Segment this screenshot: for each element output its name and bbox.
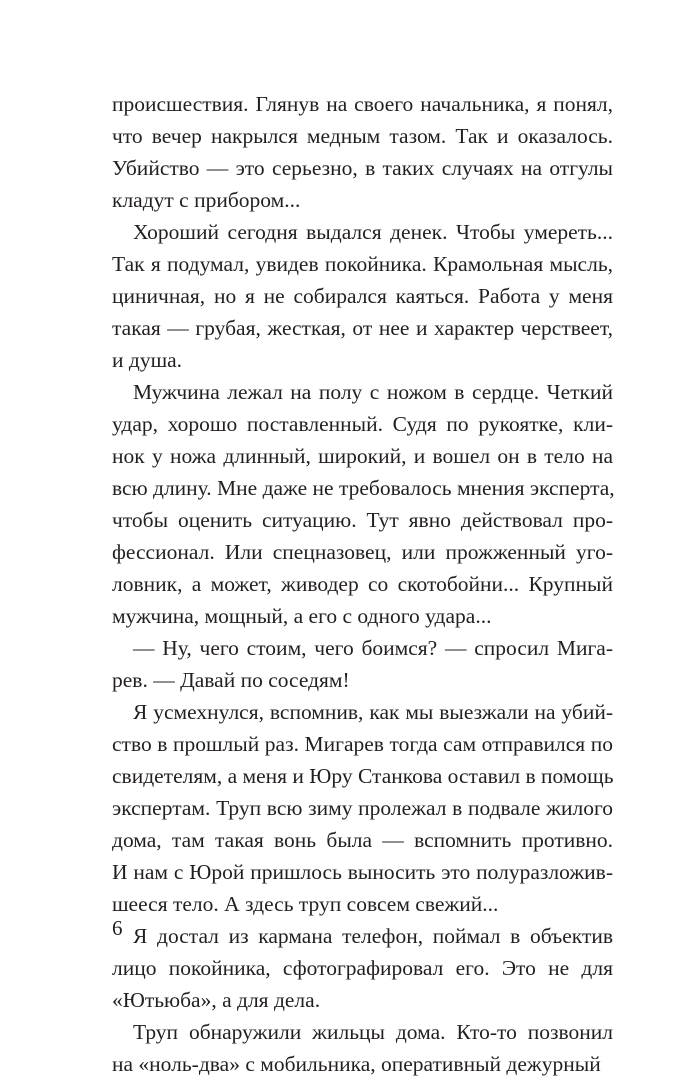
text-line: и душа. [112,348,183,372]
text-line: чтобы оценить ситуацию. Тут явно действовал про- [112,508,613,532]
text-line: происшествия. Глянув на своего начальника, я понял, [112,92,613,116]
text-line: Я достал из кармана телефон, поймал в объектив [133,924,613,948]
text-line: свидетелям, а меня и Юру Станкова оставил в помощь [112,764,614,788]
text-line: «Ютьюба», а для дела. [112,988,321,1012]
text-line: шееся тело. А здесь труп совсем свежий... [112,892,499,916]
text-line: рев. — Давай по соседям! [112,668,350,692]
paragraph [112,88,613,216]
text-line: всю длину. Мне даже не требовалось мнения эксперта, [112,476,615,500]
text-line: такая — грубая, жесткая, от нее и характер черствеет, [112,316,613,340]
paragraph [112,696,613,920]
text-line: лицо покойника, сфотографировал его. Это не для [112,956,613,980]
text-line: что вечер накрылся медным тазом. Так и оказалось. [112,124,613,148]
text-line: кладут с прибором... [112,188,301,212]
text-line: ство в прошлый раз. Мигарев тогда сам отправился по [112,732,613,756]
text-line: удар, хорошо поставленный. Судя по рукоятке, кли- [112,412,613,436]
text-line: циничная, но я не собирался каяться. Работа у меня [112,284,613,308]
paragraph [112,216,613,376]
text-line: нок у ножа длинный, широкий, и вошел он в тело на [112,444,613,468]
text-line: на «ноль-два» с мобильника, оперативный дежурный [112,1052,601,1076]
page-number: 6 [112,916,123,940]
text-line: мужчина, мощный, а его с одного удара... [112,604,492,628]
paragraph [112,376,613,632]
text-line: дома, там такая вонь была — вспомнить противно. [112,828,613,852]
text-line: Я усмехнулся, вспомнив, как мы выезжали на убий- [133,700,613,724]
paragraph [112,920,613,1016]
body-text [112,88,613,1080]
text-line: Труп обнаружили жильцы дома. Кто-то позвонил [133,1020,613,1044]
paragraph [112,632,613,696]
text-line: ловник, а может, живодер со скотобойни... Крупный [112,572,613,596]
text-line: экспертам. Труп всю зиму пролежал в подвале жилого [112,796,613,820]
text-line: Мужчина лежал на полу с ножом в сердце. Четкий [133,380,613,404]
text-line: Убийство — это серьезно, в таких случаях на отгулы [112,156,613,180]
text-line: фессионал. Или спецназовец, или прожженный уго- [112,540,613,564]
text-line: — Ну, чего стоим, чего боимся? — спросил Мига- [133,636,613,660]
text-line: И нам с Юрой пришлось выносить это полуразложив- [112,860,613,884]
paragraph [112,1016,613,1080]
text-line: Так я подумал, увидев покойника. Крамольная мысль, [112,252,613,276]
text-line: Хороший сегодня выдался денек. Чтобы умереть... [133,220,613,244]
